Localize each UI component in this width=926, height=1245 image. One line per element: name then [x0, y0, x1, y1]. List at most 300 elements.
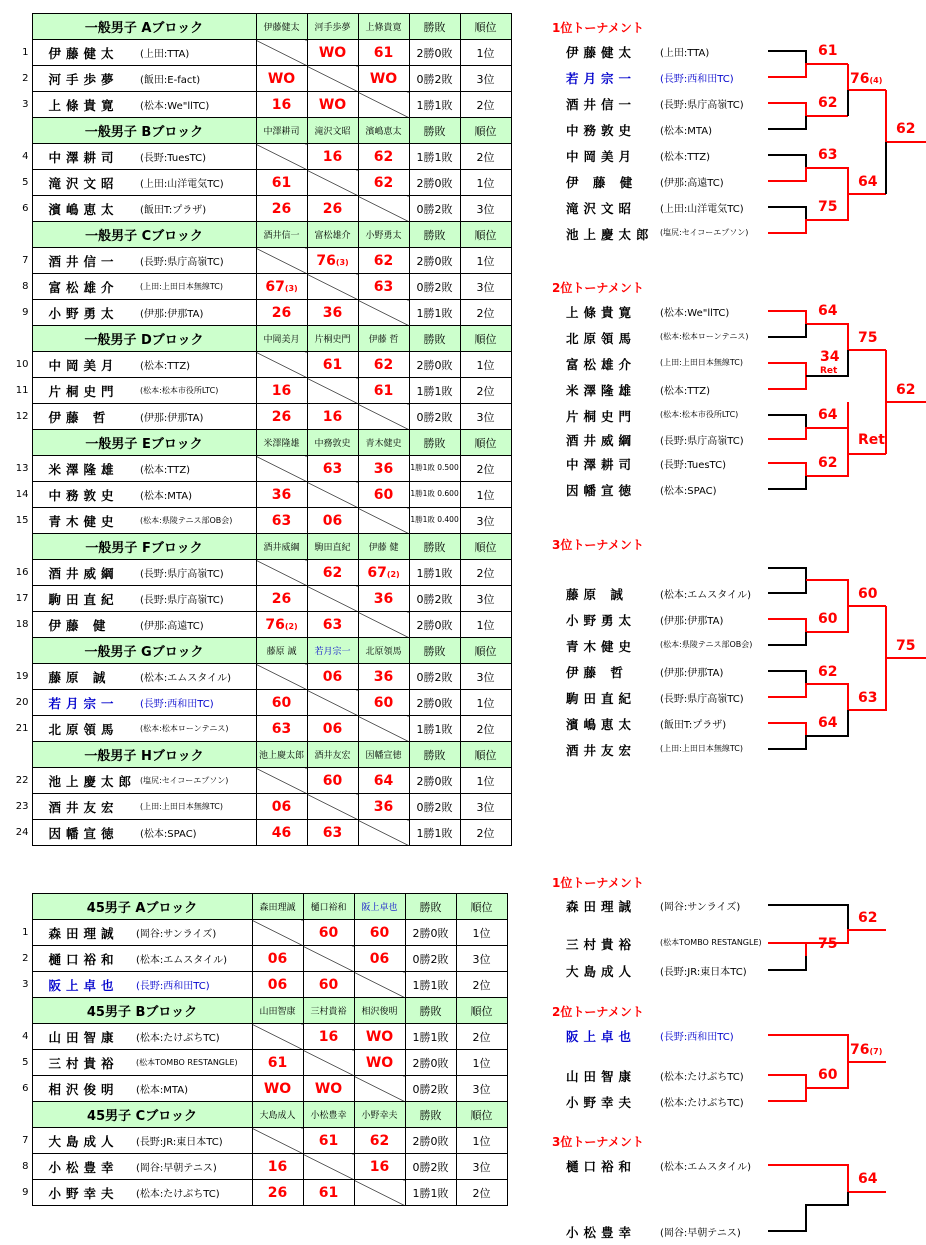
win-loss: 0勝2敗 [409, 794, 460, 820]
bracket-score [858, 330, 877, 346]
rank: 2位 [460, 456, 511, 482]
win-loss-header: 勝敗 [405, 998, 456, 1024]
player-name: 小野勇太 [32, 300, 136, 326]
win-loss: 0勝2敗 [405, 1076, 456, 1102]
bracket-player-name: 滝沢文昭 [566, 201, 637, 216]
bracket-player-club: (岡谷:早朝テニス) [660, 1228, 741, 1239]
win-loss: 1勝1敗 [409, 92, 460, 118]
win-loss: 2勝0敗 [409, 248, 460, 274]
match-score: 60 [303, 920, 354, 946]
row-number: 15 [15, 515, 29, 526]
block-title: 一般男子 Aブロック [32, 14, 256, 40]
match-score: 61 [252, 1050, 303, 1076]
rank: 3位 [456, 1154, 507, 1180]
rank-header: 順位 [460, 430, 511, 456]
bracket-player-club: (長野:西和田TC) [660, 74, 734, 85]
bracket-player-club: (松本:たけぶちTC) [660, 1072, 744, 1083]
bracket-score-value: 62 [818, 664, 838, 680]
bracket-score [818, 303, 837, 319]
player-club: (伊那:高遠TC) [136, 612, 256, 638]
opponent-header: 河手歩夢 [307, 14, 358, 40]
bracket-score-value: 61 [818, 43, 838, 59]
bracket-score-value: Ret [858, 432, 885, 448]
rank: 1位 [456, 920, 507, 946]
bracket-player-club: (松本:松本市役所LTC) [660, 410, 739, 419]
bracket-player-club: (長野:県庁高嶺TC) [660, 100, 744, 111]
match-score: 16 [256, 92, 307, 118]
win-loss-header: 勝敗 [409, 534, 460, 560]
bracket-player-name: 伊藤健太 [566, 45, 637, 60]
bracket-section-title: 1位トーナメント [552, 21, 644, 35]
match-score: 26 [307, 196, 358, 222]
win-loss: 2勝0敗 [409, 352, 460, 378]
bracket-player-name: 若月宗一 [566, 71, 637, 86]
player-club: (長野:県庁高嶺TC) [136, 560, 256, 586]
bracket-score [858, 690, 877, 706]
bracket-player-name: 小松豊幸 [566, 1225, 637, 1240]
block-title: 一般男子 Bブロック [32, 118, 256, 144]
rank: 3位 [456, 1076, 507, 1102]
row-number: 24 [15, 827, 29, 838]
match-score: 16 [354, 1154, 405, 1180]
rank: 1位 [460, 170, 511, 196]
rank: 1位 [460, 40, 511, 66]
match-score: 06 [252, 972, 303, 998]
row-number: 23 [15, 801, 29, 812]
tiebreak-score: (4) [869, 76, 883, 85]
match-score: 16 [303, 1024, 354, 1050]
bracket-score-value: 64 [818, 715, 838, 731]
win-loss: 0勝2敗 [409, 274, 460, 300]
win-loss: 1勝1敗 [409, 560, 460, 586]
bracket-score-value: 62 [858, 910, 878, 926]
bracket-player-club: (伊那:伊那TA) [660, 668, 724, 679]
match-score: 36 [256, 482, 307, 508]
bracket-player-club: (松本:We"llTC) [660, 308, 730, 319]
player-club: (上田:TTA) [136, 40, 256, 66]
match-score: 63 [256, 508, 307, 534]
row-number: 4 [22, 151, 29, 162]
player-name: 阪上卓也 [32, 972, 132, 998]
bracket-player-name: 青木健史 [566, 639, 637, 654]
match-score: 36 [358, 794, 409, 820]
match-score: 61 [256, 170, 307, 196]
bracket-score [858, 910, 877, 926]
bracket-score-value: 62 [818, 455, 838, 471]
match-score: 61 [307, 352, 358, 378]
row-number: 6 [22, 203, 29, 214]
bracket-player-club: (松本:エムスタイル) [660, 590, 751, 601]
match-score: 67(2) [358, 560, 409, 586]
opponent-header: 中澤耕司 [256, 118, 307, 144]
match-score: WO [358, 66, 409, 92]
bracket-player-club: (岡谷:サンライズ) [660, 902, 741, 913]
player-name: 富松雄介 [32, 274, 136, 300]
match-score: WO [256, 66, 307, 92]
win-loss: 2勝0敗 [405, 1050, 456, 1076]
row-number: 20 [15, 697, 29, 708]
match-score: WO [303, 1076, 354, 1102]
row-number: 18 [15, 619, 29, 630]
bracket-player-name: 濱嶋恵太 [566, 717, 637, 732]
player-club: (松本:MTA) [132, 1076, 252, 1102]
player-club: (上田:上田日本無線TC) [136, 794, 256, 820]
bracket-score-value: 63 [818, 147, 838, 163]
opponent-header: 片桐史門 [307, 326, 358, 352]
win-loss: 1勝1敗 [405, 1180, 456, 1206]
bracket-player-club: (松本:松本ローンテニス) [660, 332, 749, 341]
match-score: 63 [256, 716, 307, 742]
bracket-score-value: 62 [896, 382, 916, 398]
match-score: 76(3) [307, 248, 358, 274]
player-club: (松本:県陵テニス部OB会) [136, 508, 256, 534]
rank-header: 順位 [460, 326, 511, 352]
opponent-header: 酒井威綱 [256, 534, 307, 560]
rank: 1位 [460, 352, 511, 378]
player-club: (長野:JR:東日本TC) [132, 1128, 252, 1154]
player-name: 酒井威綱 [32, 560, 136, 586]
bracket-score-value: 60 [818, 1067, 838, 1083]
bracket-player-club: (松本:MTA) [660, 126, 712, 137]
win-loss: 1勝1敗 0.400 [409, 508, 460, 534]
win-loss: 1勝1敗 0.500 [409, 456, 460, 482]
block-title: 一般男子 Cブロック [32, 222, 256, 248]
match-score: 60 [256, 690, 307, 716]
row-number: 9 [22, 307, 29, 318]
bracket-score [818, 715, 837, 731]
bracket-player-club: (松本:TTZ) [660, 152, 711, 163]
win-loss: 0勝2敗 [409, 196, 460, 222]
bracket-player-club: (松本TOMBO RESTANGLE) [660, 938, 762, 947]
bracket-player-name: 森田理誠 [566, 899, 637, 914]
player-name: 滝沢文昭 [32, 170, 136, 196]
win-loss-header: 勝敗 [409, 638, 460, 664]
rank: 3位 [460, 66, 511, 92]
win-loss: 2勝0敗 [405, 920, 456, 946]
match-score: 62 [358, 170, 409, 196]
match-score: 26 [256, 586, 307, 612]
bracket-score [896, 121, 915, 137]
player-club: (松本:MTA) [136, 482, 256, 508]
bracket-player-name: 酒井信一 [566, 97, 637, 112]
player-name: 森田理誠 [32, 920, 132, 946]
win-loss: 0勝2敗 [405, 1154, 456, 1180]
player-name: 伊藤 哲 [32, 404, 136, 430]
win-loss-header: 勝敗 [409, 742, 460, 768]
win-loss-header: 勝敗 [409, 326, 460, 352]
bracket-player-name: 伊 藤 健 [566, 175, 638, 190]
player-name: 小野幸夫 [32, 1180, 132, 1206]
rank: 3位 [460, 508, 511, 534]
bracket-player-club: (松本:SPAC) [660, 486, 717, 497]
rank: 3位 [460, 794, 511, 820]
bracket-player-name: 中澤耕司 [566, 457, 637, 472]
opponent-header: 小野幸夫 [354, 1102, 405, 1128]
match-score: 36 [358, 664, 409, 690]
player-club: (松本:たけぶちTC) [132, 1180, 252, 1206]
bracket-score [818, 95, 837, 111]
win-loss: 2勝0敗 [409, 768, 460, 794]
opponent-header: 酒井信一 [256, 222, 307, 248]
bracket-player-club: (伊那:伊那TA) [660, 616, 724, 627]
match-score: 36 [358, 586, 409, 612]
bracket-player-name: 米澤隆雄 [566, 383, 637, 398]
bracket-score [818, 455, 837, 471]
rank: 1位 [460, 768, 511, 794]
match-score: WO [252, 1076, 303, 1102]
bracket-score [818, 147, 837, 163]
row-number: 21 [15, 723, 29, 734]
player-name: 若月宗一 [32, 690, 136, 716]
rank-header: 順位 [460, 638, 511, 664]
bracket-player-club: (松本:県陵テニス部OB会) [660, 640, 753, 649]
rank: 2位 [460, 144, 511, 170]
rank: 3位 [460, 196, 511, 222]
opponent-header: 滝沢文昭 [307, 118, 358, 144]
row-number: 10 [15, 359, 29, 370]
bracket-player-club: (松本:エムスタイル) [660, 1162, 751, 1173]
player-club: (岡谷:早朝テニス) [132, 1154, 252, 1180]
win-loss: 2勝0敗 [409, 690, 460, 716]
opponent-header: 小松豊幸 [303, 1102, 354, 1128]
match-score: 62 [358, 352, 409, 378]
bracket-player-name: 阪上卓也 [566, 1029, 637, 1044]
match-score: 36 [307, 300, 358, 326]
bracket-player-club: (上田:山洋電気TC) [660, 204, 744, 215]
bracket-score [818, 664, 837, 680]
win-loss: 0勝2敗 [405, 946, 456, 972]
bracket-player-club: (長野:県庁高嶺TC) [660, 694, 744, 705]
opponent-header: 青木健史 [358, 430, 409, 456]
bracket-score [858, 1171, 877, 1187]
player-club: (塩尻:セイコーエプソン) [136, 768, 256, 794]
rank: 1位 [460, 248, 511, 274]
win-loss-header: 勝敗 [409, 222, 460, 248]
player-club: (松本:エムスタイル) [132, 946, 252, 972]
match-score: 06 [307, 508, 358, 534]
player-name: 酒井信一 [32, 248, 136, 274]
win-loss: 0勝2敗 [409, 664, 460, 690]
player-club: (上田:上田日本無線TC) [136, 274, 256, 300]
player-club: (飯田:E-fact) [136, 66, 256, 92]
row-number: 1 [22, 47, 29, 58]
bracket-player-name: 中岡美月 [566, 149, 637, 164]
win-loss: 2勝0敗 [405, 1128, 456, 1154]
win-loss: 1勝1敗 [409, 378, 460, 404]
match-score: 61 [303, 1128, 354, 1154]
win-loss: 2勝0敗 [409, 170, 460, 196]
opponent-header: 阪上卓也 [354, 894, 405, 920]
win-loss-header: 勝敗 [409, 14, 460, 40]
win-loss-header: 勝敗 [409, 430, 460, 456]
player-name: 上條貴寛 [32, 92, 136, 118]
bracket-score [818, 611, 837, 627]
bracket-score [858, 586, 877, 602]
opponent-header: 藤原 誠 [256, 638, 307, 664]
player-club: (長野:TuesTC) [136, 144, 256, 170]
bracket-player-name: 中務敦史 [566, 123, 637, 138]
match-score: WO [354, 1050, 405, 1076]
bracket-player-name: 大島成人 [566, 964, 637, 979]
block-title: 一般男子 Fブロック [32, 534, 256, 560]
match-score: WO [354, 1024, 405, 1050]
block-title: 45男子 Cブロック [32, 1102, 252, 1128]
opponent-header: 相沢俊明 [354, 998, 405, 1024]
match-score: 60 [358, 482, 409, 508]
row-number: 8 [22, 1161, 29, 1172]
player-club: (岡谷:サンライズ) [132, 920, 252, 946]
rank-header: 順位 [460, 14, 511, 40]
bracket-score [818, 43, 837, 59]
bracket-score-value: 62 [818, 95, 838, 111]
bracket-score-value: 34 [820, 349, 840, 365]
match-score: 63 [307, 612, 358, 638]
bracket-score [858, 432, 885, 448]
bracket-player-name: 池上慶太郎 [566, 227, 654, 242]
player-name: 伊藤健太 [32, 40, 136, 66]
rank: 2位 [460, 300, 511, 326]
player-name: 小松豊幸 [32, 1154, 132, 1180]
player-name: 伊藤 健 [32, 612, 136, 638]
opponent-header: 山田智康 [252, 998, 303, 1024]
bracket-score [820, 349, 839, 365]
bracket-score-value: Ret [820, 366, 838, 376]
rank: 2位 [456, 1024, 507, 1050]
player-club: (長野:県庁高嶺TC) [136, 586, 256, 612]
row-number: 16 [15, 567, 29, 578]
win-loss: 1勝1敗 [409, 144, 460, 170]
bracket-player-name: 伊藤 哲 [566, 665, 628, 680]
row-number: 5 [22, 177, 29, 188]
bracket-player-name: 山田智康 [566, 1069, 637, 1084]
player-club: (松本:エムスタイル) [136, 664, 256, 690]
bracket-player-club: (上田:TTA) [660, 48, 710, 59]
opponent-header: 池上慶太郎 [256, 742, 307, 768]
match-score: 62 [358, 248, 409, 274]
bracket-score-value: 64 [858, 1171, 878, 1187]
match-score: 06 [256, 794, 307, 820]
rank: 3位 [460, 664, 511, 690]
opponent-header: 伊藤 哲 [358, 326, 409, 352]
player-club: (長野:西和田TC) [136, 690, 256, 716]
player-name: 相沢俊明 [32, 1076, 132, 1102]
match-score: 60 [307, 768, 358, 794]
row-number: 3 [22, 979, 29, 990]
player-name: 河手歩夢 [32, 66, 136, 92]
bracket-player-club: (松本:TTZ) [660, 386, 711, 397]
bracket-score [850, 1042, 882, 1058]
player-name: 大島成人 [32, 1128, 132, 1154]
rank: 2位 [460, 560, 511, 586]
match-score: 63 [307, 456, 358, 482]
match-score: 06 [252, 946, 303, 972]
rank-header: 順位 [460, 534, 511, 560]
bracket-score [818, 1067, 837, 1083]
rank: 1位 [456, 1128, 507, 1154]
rank: 3位 [460, 586, 511, 612]
bracket-score-value: 64 [818, 407, 838, 423]
player-club: (松本:たけぶちTC) [132, 1024, 252, 1050]
bracket-score-value: 64 [858, 174, 878, 190]
bracket-player-name: 酒井友宏 [566, 743, 637, 758]
row-number: 12 [15, 411, 29, 422]
win-loss: 1勝1敗 [405, 1024, 456, 1050]
rank: 3位 [456, 946, 507, 972]
opponent-header: 米澤隆雄 [256, 430, 307, 456]
win-loss-header: 勝敗 [405, 1102, 456, 1128]
match-score: 62 [354, 1128, 405, 1154]
rank: 2位 [460, 92, 511, 118]
row-number: 14 [15, 489, 29, 500]
row-number: 9 [22, 1187, 29, 1198]
match-score: 61 [303, 1180, 354, 1206]
rank: 3位 [460, 404, 511, 430]
player-club: (長野:西和田TC) [132, 972, 252, 998]
opponent-header: 酒井友宏 [307, 742, 358, 768]
player-club: (長野:県庁高嶺TC) [136, 248, 256, 274]
match-score: 26 [252, 1180, 303, 1206]
match-score: 06 [307, 716, 358, 742]
match-score: 62 [307, 560, 358, 586]
bracket-score-value: 60 [818, 611, 838, 627]
match-score: 36 [358, 456, 409, 482]
bracket-section-title: 3位トーナメント [552, 538, 644, 552]
player-club: (松本:SPAC) [136, 820, 256, 846]
bracket-player-name: 酒井威綱 [566, 433, 637, 448]
bracket-score-value: 62 [896, 121, 916, 137]
bracket-section-title: 2位トーナメント [552, 1005, 644, 1019]
rank-header: 順位 [460, 222, 511, 248]
match-score: 26 [256, 196, 307, 222]
bracket-player-name: 三村貴裕 [566, 937, 637, 952]
opponent-header: 森田理誠 [252, 894, 303, 920]
match-score: 61 [358, 378, 409, 404]
player-club: (松本:TTZ) [136, 456, 256, 482]
rank: 2位 [460, 820, 511, 846]
match-score: 46 [256, 820, 307, 846]
bracket-player-club: (上田:上田日本無線TC) [660, 358, 743, 367]
row-number: 2 [22, 73, 29, 84]
row-number: 4 [22, 1031, 29, 1042]
win-loss-header: 勝敗 [405, 894, 456, 920]
player-name: 因幡宣徳 [32, 820, 136, 846]
match-score: WO [307, 40, 358, 66]
match-score: 62 [358, 144, 409, 170]
player-name: 中澤耕司 [32, 144, 136, 170]
rank-header: 順位 [456, 998, 507, 1024]
bracket-player-name: 上條貴寛 [566, 305, 637, 320]
bracket-player-name: 因幡宣徳 [566, 483, 637, 498]
row-number: 11 [15, 385, 29, 396]
bracket-score-value: 60 [858, 586, 878, 602]
opponent-header: 濱嶋恵太 [358, 118, 409, 144]
match-score: 26 [256, 300, 307, 326]
bracket-player-club: (長野:JR:東日本TC) [660, 967, 747, 978]
bracket-player-club: (松本:たけぶちTC) [660, 1098, 744, 1109]
match-score: 67(3) [256, 274, 307, 300]
player-name: 米澤隆雄 [32, 456, 136, 482]
bracket-score [820, 366, 837, 376]
bracket-score [850, 71, 882, 87]
opponent-header: 中岡美月 [256, 326, 307, 352]
bracket-player-name: 藤原 誠 [566, 587, 628, 602]
rank: 2位 [460, 378, 511, 404]
match-score: 60 [354, 920, 405, 946]
block-title: 45男子 Aブロック [32, 894, 252, 920]
win-loss: 0勝2敗 [409, 404, 460, 430]
match-score: 16 [307, 404, 358, 430]
rank-header: 順位 [460, 118, 511, 144]
